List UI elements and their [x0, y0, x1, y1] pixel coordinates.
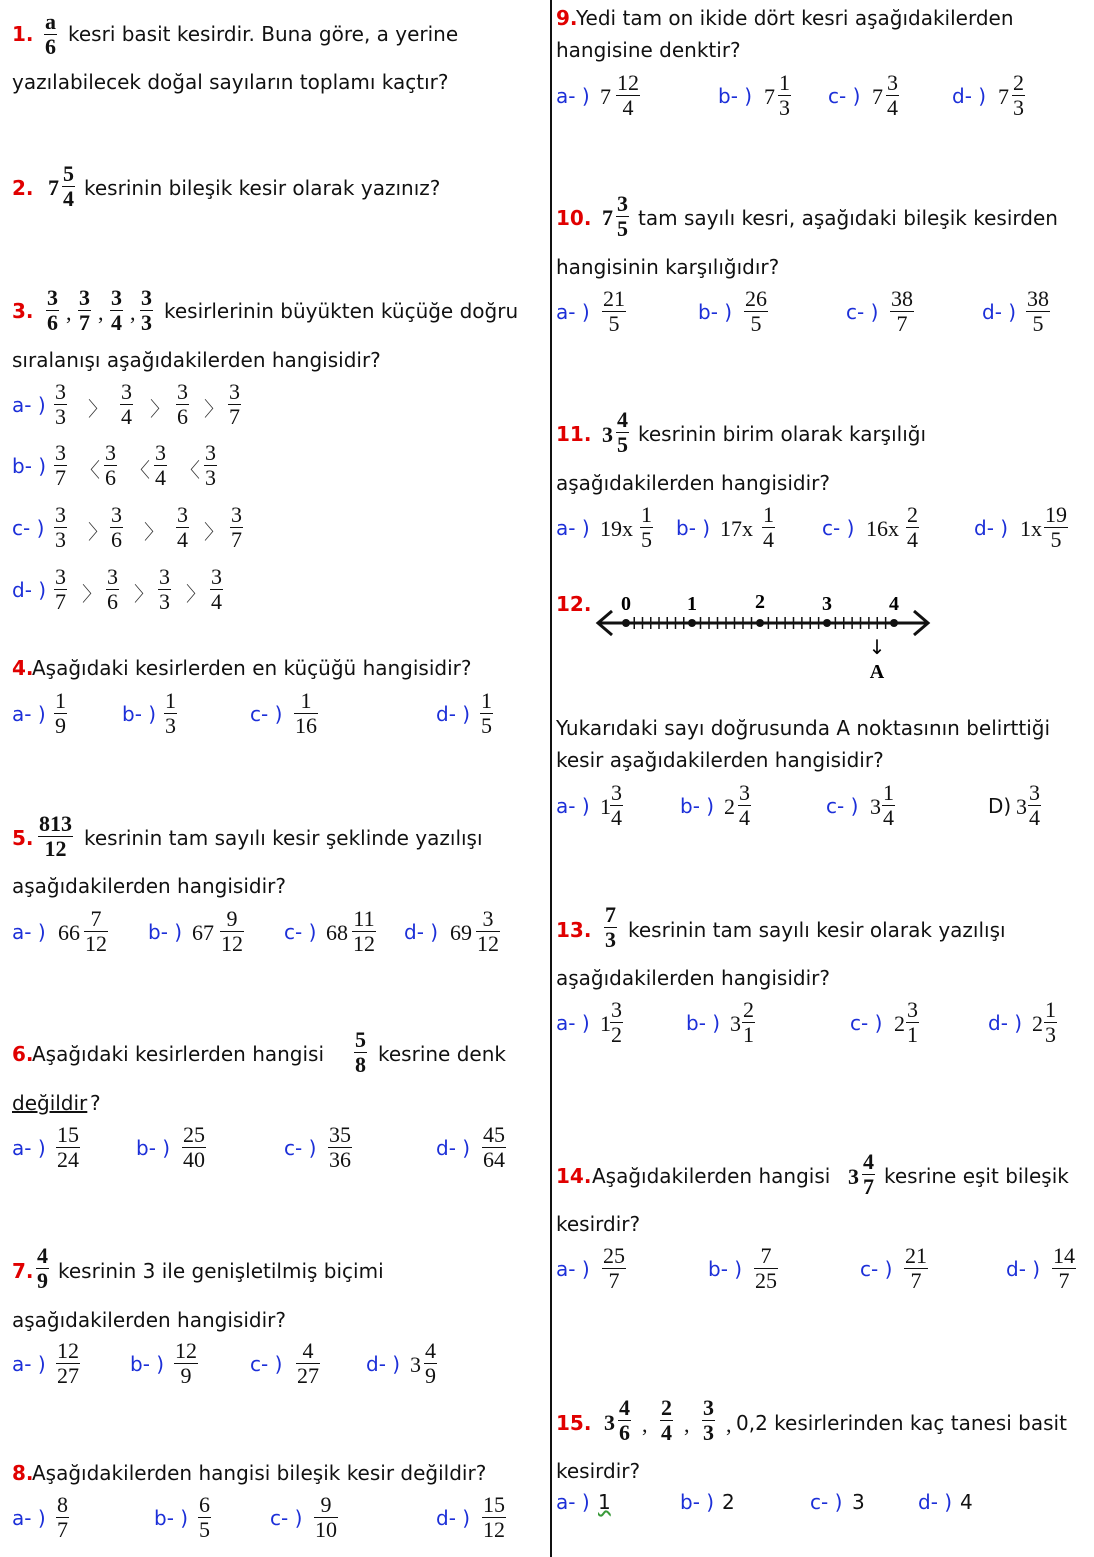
answer-value: 3: [852, 1490, 865, 1514]
option-b[interactable]: b- ): [708, 1257, 743, 1281]
fraction: 3 12: [477, 906, 499, 956]
comparison-sign: 〉: [204, 522, 224, 544]
option-a[interactable]: a- ): [12, 702, 46, 726]
question-text: kesrinin 3 ile genişletilmiş biçimi: [58, 1259, 384, 1283]
fraction: 1 4: [883, 780, 894, 830]
fraction: 3 6: [105, 440, 116, 490]
fraction: 2 1: [743, 997, 754, 1047]
question-text: aşağıdakilerden hangisidir?: [12, 1308, 286, 1332]
option-d[interactable]: d- ): [436, 1136, 471, 1160]
fraction: 7 12: [85, 906, 107, 956]
fraction: 14 7: [1053, 1243, 1075, 1293]
option-b[interactable]: b- ): [122, 702, 157, 726]
fraction: 21 5: [603, 286, 625, 336]
question-text: hangisine denktir?: [556, 38, 741, 62]
option-c[interactable]: c- ): [850, 1011, 883, 1035]
option-d[interactable]: d- ): [1006, 1257, 1041, 1281]
question-text: tam sayılı kesri, aşağıdaki bileşik kesirden: [638, 206, 1058, 230]
number-line: [590, 586, 940, 686]
fraction: 11 12: [353, 906, 375, 956]
major-point: [622, 619, 630, 627]
tick-label-4: 4: [889, 593, 899, 615]
fraction: 3 4: [121, 379, 132, 429]
fraction: 12 9: [175, 1338, 197, 1388]
question-text: hangisinin karşılığıdır?: [556, 255, 780, 279]
fraction: 3 4: [887, 70, 898, 120]
answer-value: 1: [598, 1490, 611, 1514]
comma: ,: [66, 300, 72, 325]
fraction: 3 7: [229, 379, 240, 429]
whole-part: 7: [600, 84, 611, 109]
fraction: 1 5: [481, 688, 492, 738]
option-d[interactable]: d- ): [436, 702, 471, 726]
option-c[interactable]: c- ): [284, 1136, 317, 1160]
comma: ,: [642, 1412, 648, 1437]
option-c[interactable]: c- ): [284, 920, 317, 944]
question-number: 4.: [12, 656, 34, 680]
whole-part: 66: [58, 920, 80, 945]
question-text: kesirlerinin büyükten küçüğe doğru: [164, 299, 519, 323]
whole-part: 1x: [1020, 516, 1042, 541]
question-number: 15.: [556, 1411, 592, 1435]
question-number: 2.: [12, 176, 34, 200]
option-b[interactable]: b- ): [698, 300, 733, 324]
question-text: sıralanışı aşağıdakilerden hangisidir?: [12, 348, 381, 372]
option-a[interactable]: a- ): [556, 794, 590, 818]
whole-part: 7: [764, 84, 775, 109]
fraction: 19 5: [1045, 502, 1067, 552]
fraction: 1 3: [1045, 997, 1056, 1047]
fraction: 1 5: [641, 502, 652, 552]
option-d[interactable]: d- ): [404, 920, 439, 944]
option-b[interactable]: b- ): [718, 84, 753, 108]
question-text: 0,2 kesirlerinden kaç tanesi basit: [736, 1411, 1067, 1435]
whole-part: 3: [1016, 794, 1027, 819]
question-text: kesrinin birim olarak karşılığı: [638, 422, 927, 446]
option-a[interactable]: a- ): [556, 300, 590, 324]
option-a[interactable]: a- ): [556, 84, 590, 108]
fraction: 15 12: [483, 1492, 505, 1542]
fraction: a 6: [45, 9, 56, 59]
option-d[interactable]: D): [988, 794, 1012, 818]
fraction: 9 10: [315, 1492, 337, 1542]
fraction: 3 4: [177, 502, 188, 552]
comparison-sign: 〉: [82, 584, 102, 606]
option-b[interactable]: b- ): [154, 1506, 189, 1530]
option-label[interactable]: a- ): [12, 393, 46, 417]
fraction: 3 4: [611, 780, 622, 830]
fraction: 3 3: [55, 379, 66, 429]
option-a[interactable]: a- ): [12, 920, 46, 944]
question-number: 6.: [12, 1042, 34, 1066]
question-text: aşağıdakilerden hangisidir?: [556, 966, 830, 990]
comparison-sign: 〉: [150, 399, 170, 421]
question-text: kesir aşağıdakilerden hangisidir?: [556, 748, 884, 772]
whole-part: 3: [602, 422, 613, 447]
whole-part: 7: [602, 205, 613, 230]
question-text: Aşağıdaki kesirlerden hangisi: [32, 1042, 325, 1066]
question-number: 3.: [12, 299, 34, 323]
whole-part: 7: [48, 175, 59, 200]
fraction: 3 3: [703, 1395, 714, 1445]
whole-part: 1: [600, 794, 611, 819]
option-a[interactable]: a- ): [556, 1490, 590, 1514]
answer-value: 4: [960, 1490, 973, 1514]
fraction: 5 8: [355, 1027, 366, 1077]
fraction: 4 6: [619, 1395, 630, 1445]
option-d[interactable]: d- ): [988, 1011, 1023, 1035]
fraction: 3 3: [141, 285, 152, 335]
fraction: 3 4: [739, 780, 750, 830]
question-text: kesirdir?: [556, 1212, 641, 1236]
fraction: 4 27: [297, 1338, 319, 1388]
question-text: kesirdir?: [556, 1459, 641, 1483]
tick-label-0: 0: [621, 593, 631, 615]
column-divider: [550, 0, 552, 1557]
comma: ,: [726, 1412, 732, 1437]
fraction: 4 9: [37, 1243, 48, 1293]
fraction: 3 1: [907, 997, 918, 1047]
fraction: 3 3: [55, 502, 66, 552]
option-d[interactable]: d- ): [974, 516, 1009, 540]
option-b[interactable]: b- ): [686, 1011, 721, 1035]
fraction: 26 5: [745, 286, 767, 336]
fraction: 2 4: [907, 502, 918, 552]
option-c[interactable]: c- ): [822, 516, 855, 540]
option-a[interactable]: a- ): [556, 1257, 590, 1281]
option-b[interactable]: b- ): [148, 920, 183, 944]
question-text: Yedi tam on ikide dört kesri aşağıdakilerden: [576, 6, 1014, 30]
point-label: A: [869, 661, 885, 683]
whole-part: 3: [410, 1352, 421, 1377]
whole-part: 3: [604, 1410, 615, 1435]
option-d[interactable]: d- ): [982, 300, 1017, 324]
major-point: [823, 619, 831, 627]
fraction: 8 7: [57, 1492, 68, 1542]
whole-part: 16x: [866, 516, 899, 541]
question-number: 14.: [556, 1164, 592, 1188]
option-b[interactable]: b- ): [680, 1490, 715, 1514]
comma: ,: [98, 300, 104, 325]
question-text: kesrine eşit bileşik: [884, 1164, 1069, 1188]
comparison-sign: 〈: [80, 460, 100, 482]
option-b[interactable]: b- ): [680, 794, 715, 818]
option-b[interactable]: b- ): [130, 1352, 165, 1376]
comparison-sign: 〈: [180, 460, 200, 482]
question-number: 12.: [556, 592, 592, 616]
fraction: 38 7: [891, 286, 913, 336]
question-number: 13.: [556, 918, 592, 942]
comparison-sign: 〉: [186, 584, 206, 606]
fraction: 3 7: [79, 285, 90, 335]
option-d[interactable]: d- ): [952, 84, 987, 108]
whole-part: 2: [1032, 1011, 1043, 1036]
question-number: 11.: [556, 422, 592, 446]
whole-part: 2: [724, 794, 735, 819]
comparison-sign: 〉: [134, 584, 154, 606]
option-c[interactable]: c- ): [270, 1506, 303, 1530]
whole-part: 69: [450, 920, 472, 945]
fraction: 3 3: [159, 564, 170, 614]
tick-label-1: 1: [687, 593, 697, 615]
fraction: 5 4: [63, 161, 74, 211]
fraction: 3 6: [107, 564, 118, 614]
fraction: 3 4: [111, 285, 122, 335]
option-label[interactable]: d- ): [12, 578, 47, 602]
option-b[interactable]: b- ): [676, 516, 711, 540]
fraction: 4 5: [617, 407, 628, 457]
whole-part: 19x: [600, 516, 633, 541]
tick-label-2: 2: [755, 591, 765, 613]
fraction: 21 7: [905, 1243, 927, 1293]
comparison-sign: 〈: [130, 460, 150, 482]
underlined-word: değildir: [12, 1091, 88, 1115]
question-number: 10.: [556, 206, 592, 230]
comparison-sign: 〉: [88, 399, 108, 421]
down-arrow-icon: ↓: [868, 635, 886, 659]
option-d[interactable]: d- ): [366, 1352, 401, 1376]
question-mark: ?: [90, 1091, 101, 1115]
question-number: 5.: [12, 826, 34, 850]
whole-part: 3: [870, 794, 881, 819]
option-a[interactable]: a- ): [556, 516, 590, 540]
question-text: kesrinin bileşik kesir olarak yazınız?: [84, 176, 441, 200]
option-b[interactable]: b- ): [136, 1136, 171, 1160]
fraction: 3 4: [1029, 780, 1040, 830]
fraction: 3 5: [617, 191, 628, 241]
whole-part: 7: [872, 84, 883, 109]
option-a[interactable]: a- ): [12, 1352, 46, 1376]
option-d[interactable]: d- ): [436, 1506, 471, 1530]
whole-part: 2: [894, 1011, 905, 1036]
question-text: kesrinin tam sayılı kesir olarak yazılışı: [628, 918, 1006, 942]
fraction: 3 7: [231, 502, 242, 552]
option-a[interactable]: a- ): [556, 1011, 590, 1035]
option-d[interactable]: d- ): [918, 1490, 953, 1514]
option-c[interactable]: c- ): [250, 1352, 283, 1376]
answer-value: 2: [722, 1490, 735, 1514]
fraction: 3 6: [47, 285, 58, 335]
question-number: 8.: [12, 1461, 34, 1485]
fraction: 3 6: [111, 502, 122, 552]
fraction: 2 4: [661, 1395, 672, 1445]
comparison-sign: 〉: [144, 522, 164, 544]
fraction: 25 7: [603, 1243, 625, 1293]
fraction: 4 7: [863, 1149, 874, 1199]
fraction: 1 4: [763, 502, 774, 552]
fraction: 3 7: [55, 564, 66, 614]
comma: ,: [130, 300, 136, 325]
fraction: 12 27: [57, 1338, 79, 1388]
option-label[interactable]: c- ): [12, 516, 45, 540]
whole-part: 1: [600, 1011, 611, 1036]
fraction: 7 3: [605, 902, 616, 952]
tick-label-3: 3: [822, 593, 832, 615]
option-c[interactable]: c- ): [826, 794, 859, 818]
fraction: 1 3: [165, 688, 176, 738]
fraction: 3 3: [205, 440, 216, 490]
question-text: Yukarıdaki sayı doğrusunda A noktasının belirttiği: [556, 716, 1051, 740]
question-text: Aşağıdakilerden hangisi bileşik kesir değildir?: [32, 1461, 487, 1485]
fraction: 1 9: [55, 688, 66, 738]
option-c[interactable]: c- ): [828, 84, 861, 108]
fraction: 35 36: [329, 1122, 351, 1172]
option-a[interactable]: a- ): [12, 1136, 46, 1160]
major-point: [688, 619, 696, 627]
fraction: 45 64: [483, 1122, 505, 1172]
question-text: kesrinin tam sayılı kesir şeklinde yazılışı: [84, 826, 483, 850]
fraction: 1 16: [295, 688, 317, 738]
comparison-sign: 〉: [204, 399, 224, 421]
fraction: 3 6: [177, 379, 188, 429]
option-c[interactable]: c- ): [810, 1490, 843, 1514]
fraction: 4 9: [425, 1338, 436, 1388]
fraction: 813 12: [39, 811, 72, 861]
fraction: 6 5: [199, 1492, 210, 1542]
option-c[interactable]: c- ): [846, 300, 879, 324]
question-text: aşağıdakilerden hangisidir?: [556, 471, 830, 495]
option-c[interactable]: c- ): [250, 702, 283, 726]
whole-part: 68: [326, 920, 348, 945]
fraction: 3 2: [611, 997, 622, 1047]
question-text: Aşağıdaki kesirlerden en küçüğü hangisidir?: [32, 656, 472, 680]
fraction: 38 5: [1027, 286, 1049, 336]
option-c[interactable]: c- ): [860, 1257, 893, 1281]
fraction: 3 4: [211, 564, 222, 614]
fraction: 3 4: [155, 440, 166, 490]
whole-part: 3: [848, 1164, 859, 1189]
question-text: kesrine denk: [378, 1042, 506, 1066]
option-a[interactable]: a- ): [12, 1506, 46, 1530]
fraction: 9 12: [221, 906, 243, 956]
question-number: 9.: [556, 6, 578, 30]
whole-part: 67: [192, 920, 214, 945]
whole-part: 17x: [720, 516, 753, 541]
question-text: yazılabilecek doğal sayıların toplamı kaçtır?: [12, 70, 449, 94]
question-text: aşağıdakilerden hangisidir?: [12, 874, 286, 898]
question-text: kesri basit kesirdir. Buna göre, a yerine: [68, 22, 459, 46]
fraction: 2 3: [1013, 70, 1024, 120]
fraction: 12 4: [617, 70, 639, 120]
whole-part: 7: [998, 84, 1009, 109]
major-point: [756, 619, 764, 627]
major-point: [890, 619, 898, 627]
fraction: 3 7: [55, 440, 66, 490]
comparison-sign: 〉: [88, 522, 108, 544]
fraction: 1 3: [779, 70, 790, 120]
question-text: Aşağıdakilerden hangisi: [592, 1164, 831, 1188]
option-label[interactable]: b- ): [12, 454, 47, 478]
comma: ,: [684, 1412, 690, 1437]
question-number: 7.: [12, 1259, 34, 1283]
fraction: 25 40: [183, 1122, 205, 1172]
fraction: 15 24: [57, 1122, 79, 1172]
question-number: 1.: [12, 22, 34, 46]
whole-part: 3: [730, 1011, 741, 1036]
fraction: 7 25: [755, 1243, 777, 1293]
